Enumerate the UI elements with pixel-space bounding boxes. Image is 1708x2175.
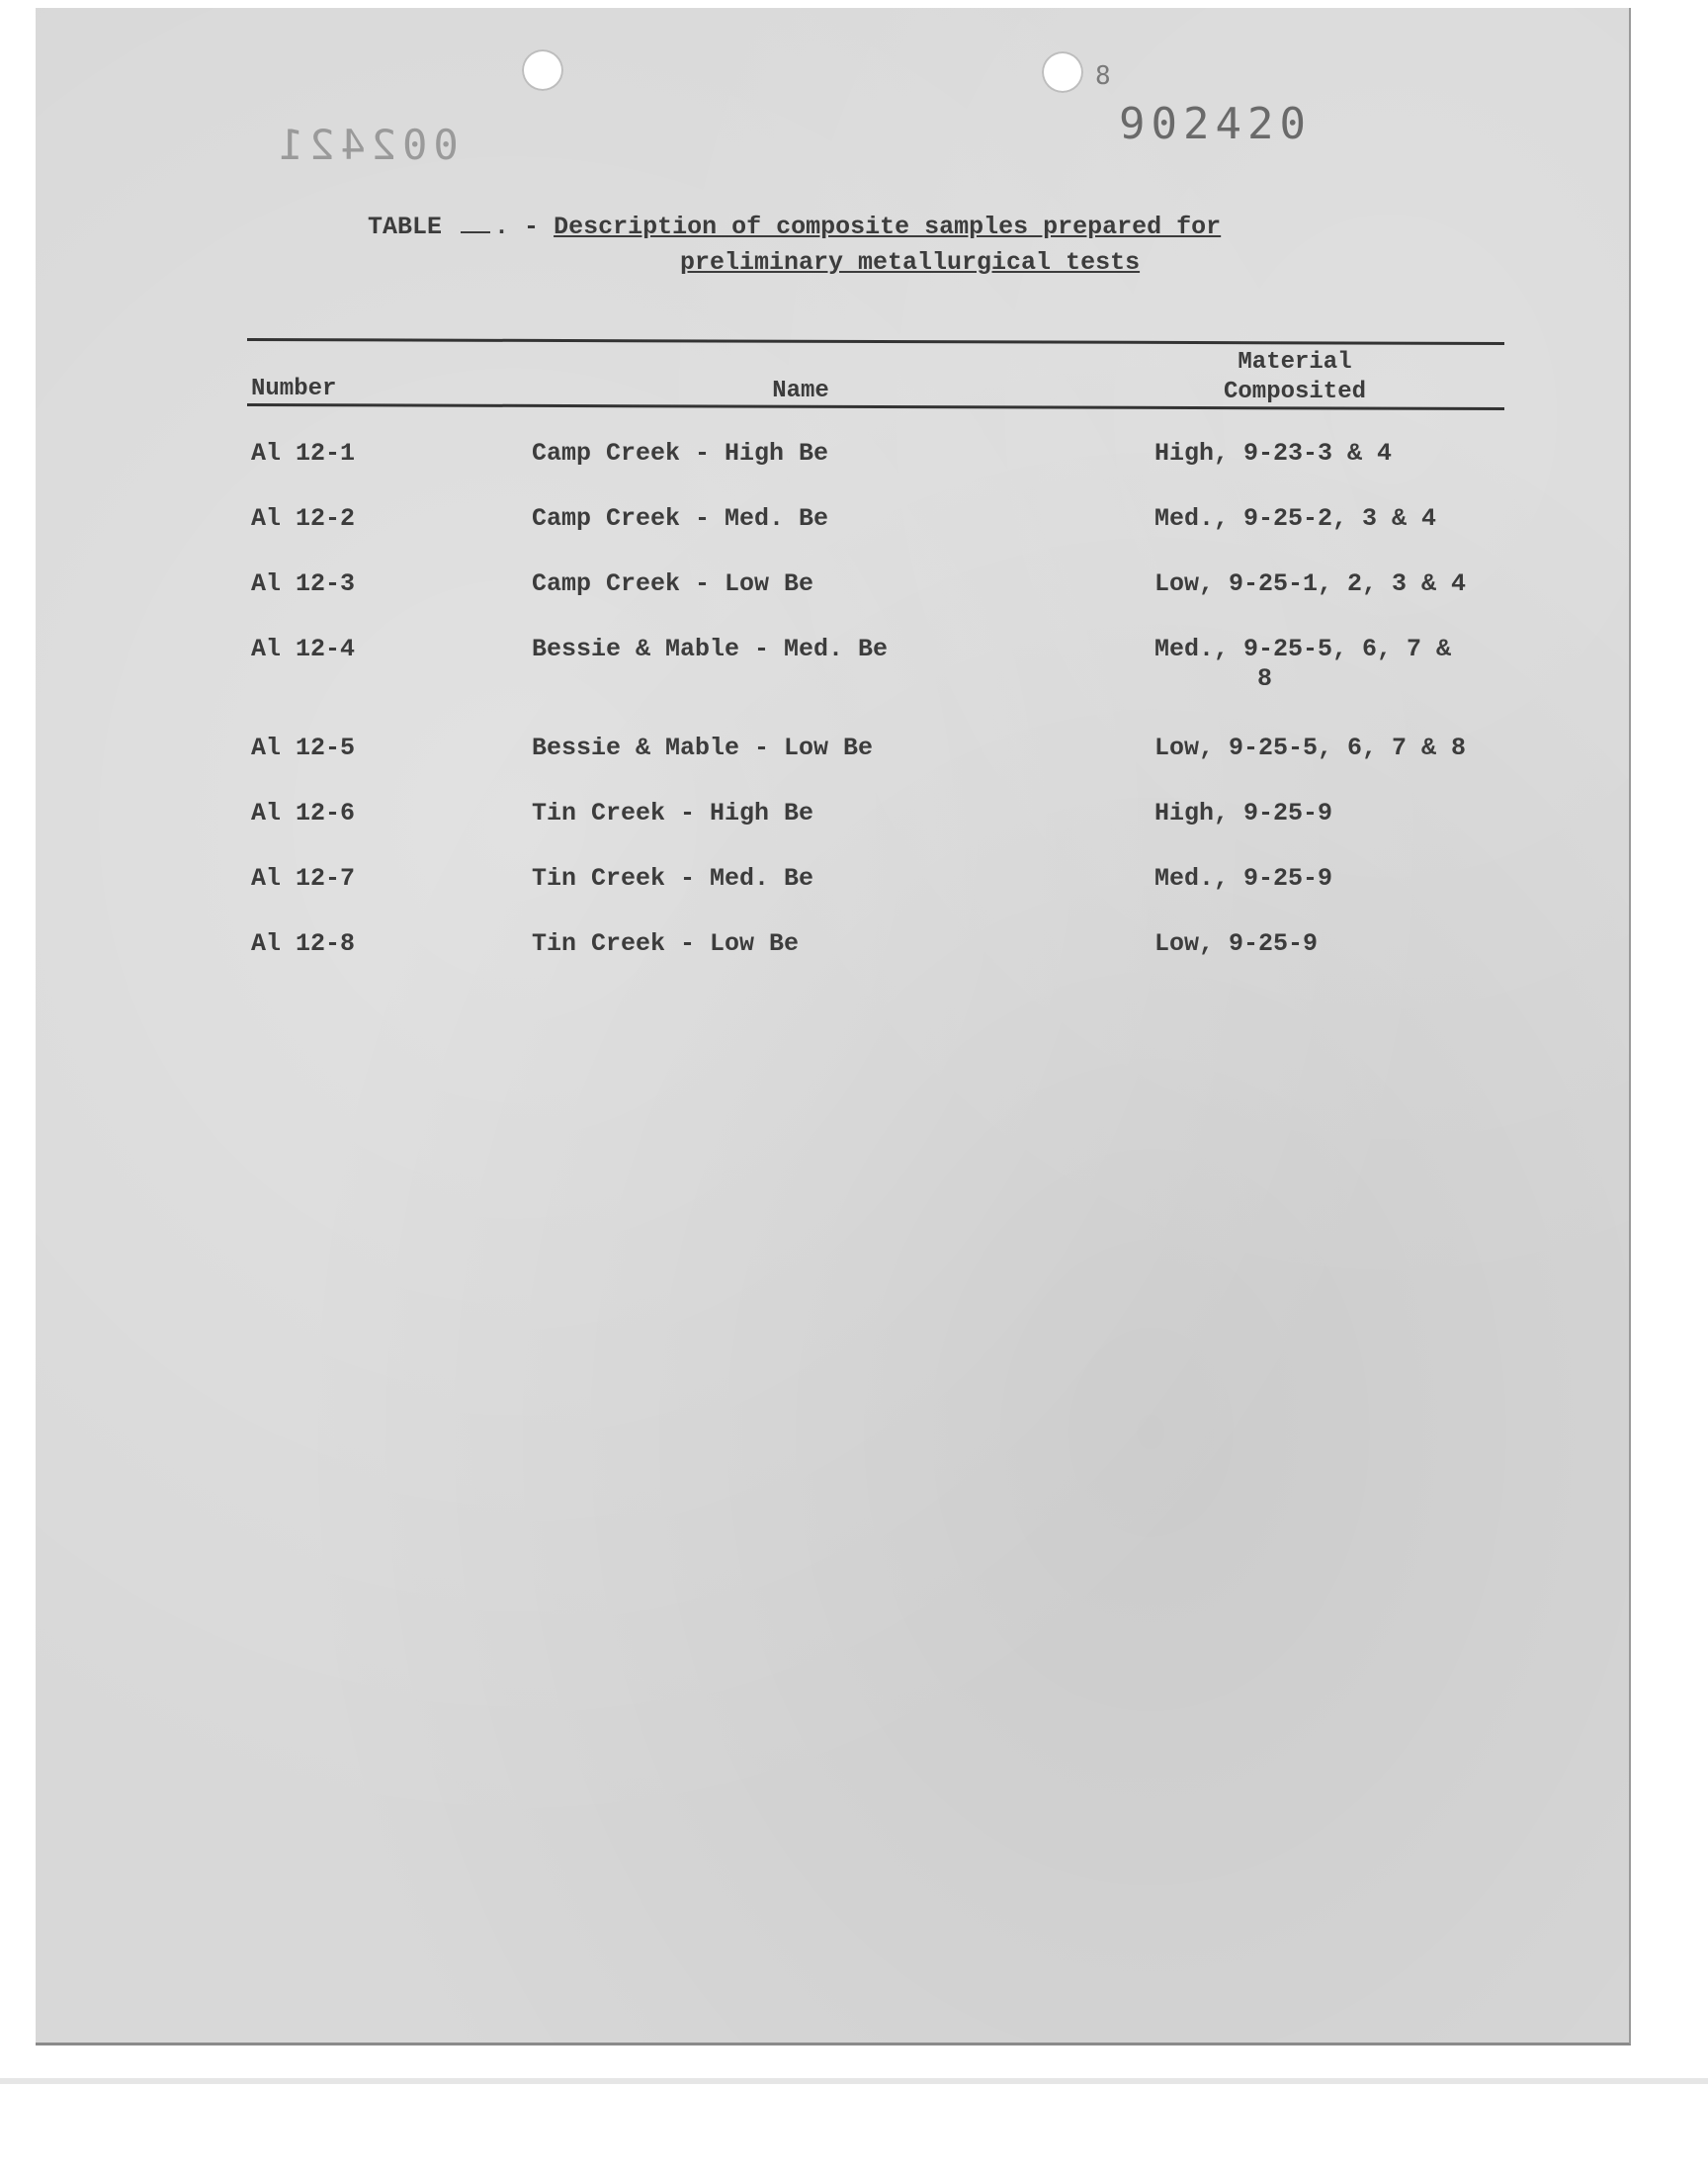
cell-number: Al 12-5 <box>251 734 356 762</box>
title-description-line2: preliminary metallurgical tests <box>680 248 1141 277</box>
document-page <box>36 8 1631 2045</box>
cell-material-text: Low, 9-25-5, 6, 7 & 8 <box>1154 734 1467 762</box>
cell-material-text: Med., 9-25-5, 6, 7 & <box>1154 635 1452 663</box>
header-name: Name <box>772 378 829 404</box>
cell-number: Al 12-7 <box>251 864 356 893</box>
cell-name: Bessie & Mable - Low Be <box>532 734 874 762</box>
cell-material-text: High, 9-25-9 <box>1154 799 1333 827</box>
header-material-line1: Material <box>1238 349 1352 376</box>
cell-name: Camp Creek - Low Be <box>532 569 814 598</box>
cell-material-text: High, 9-23-3 & 4 <box>1154 439 1393 468</box>
cell-name: Tin Creek - High Be <box>532 799 814 827</box>
punch-hole-right <box>1042 51 1083 93</box>
scan-bottom-edge <box>0 2078 1708 2084</box>
cell-material <box>1154 734 1510 763</box>
cell-number: Al 12-8 <box>251 929 356 958</box>
cell-name: Camp Creek - Med. Be <box>532 504 829 533</box>
header-material-line2: Composited <box>1223 379 1367 405</box>
cell-material <box>1154 929 1510 959</box>
cell-material <box>1154 569 1510 599</box>
cell-name: Tin Creek - Low Be <box>532 929 800 958</box>
cell-material-text: Med., 9-25-9 <box>1154 864 1333 893</box>
table-title <box>368 210 1317 277</box>
header-material <box>1186 348 1404 407</box>
handwritten-document-number: 902420 <box>1119 99 1312 149</box>
title-description-line1: Description of composite samples prepared for <box>554 213 1222 241</box>
bleed-through-number: 002421 <box>273 121 459 169</box>
table-label: TABLE <box>368 213 443 241</box>
cell-number: Al 12-2 <box>251 504 356 533</box>
cell-name: Bessie & Mable - Med. Be <box>532 635 889 663</box>
cell-material-text: Low, 9-25-9 <box>1154 929 1319 958</box>
cell-number: Al 12-3 <box>251 569 356 598</box>
cell-material-continuation: 8 <box>1257 664 1273 693</box>
cell-material <box>1154 635 1510 694</box>
cell-material <box>1154 864 1510 894</box>
table-number-blank <box>461 231 490 233</box>
cell-material <box>1154 439 1510 469</box>
header-number: Number <box>251 376 337 402</box>
cell-name: Tin Creek - Med. Be <box>532 864 814 893</box>
cell-number: Al 12-1 <box>251 439 356 468</box>
cell-material <box>1154 504 1510 534</box>
punch-hole-left <box>522 49 563 91</box>
cell-material-text: Low, 9-25-1, 2, 3 & 4 <box>1154 569 1467 598</box>
cell-number: Al 12-4 <box>251 635 356 663</box>
cell-number: Al 12-6 <box>251 799 356 827</box>
title-separator: . - <box>494 213 540 241</box>
cell-material-text: Med., 9-25-2, 3 & 4 <box>1154 504 1437 533</box>
cell-name: Camp Creek - High Be <box>532 439 829 468</box>
handwritten-mark: 8 <box>1095 61 1111 91</box>
cell-material <box>1154 799 1510 828</box>
